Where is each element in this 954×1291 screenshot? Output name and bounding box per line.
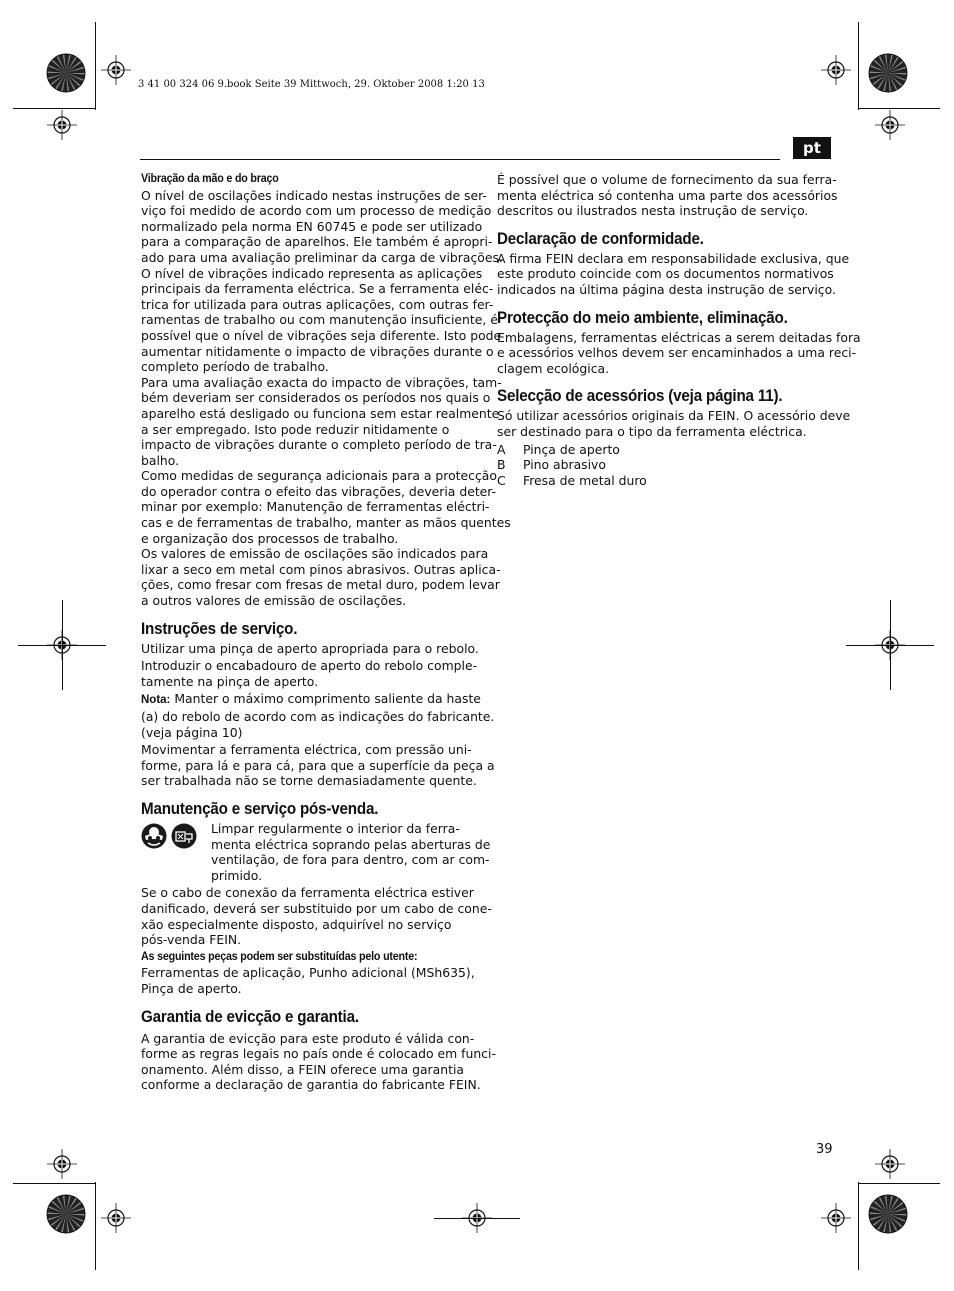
note-line: (a) do rebolo de acordo com as indicações do fabricante.: [141, 709, 495, 724]
vibration-line: O nível de vibrações indicado representa as aplicações: [141, 265, 483, 281]
eye-protection-icon: [141, 823, 167, 849]
trim-line: [858, 22, 859, 110]
vibration-line: bém deveriam ser considerados os períodos nos quais o: [141, 390, 491, 406]
environment-line: Embalagens, ferramentas eléctricas a serem deitadas fora: [497, 329, 861, 345]
vibration-body: [141, 187, 511, 609]
vibration-line: para a comparação de aparelhos. Ele também é apropri-: [141, 234, 493, 250]
environment-line: e acessórios velhos devem ser encaminhados a uma reci-: [497, 345, 857, 361]
accessories-line: Só utilizar acessórios originais da FEIN. O acessório deve: [497, 408, 851, 424]
maintenance-line: Ferramentas de aplicação, Punho adicional (MSh635),: [141, 965, 475, 981]
registration-mark-icon: [875, 1149, 905, 1179]
registration-mark-icon: [101, 55, 131, 85]
starburst-target-icon: [46, 1194, 86, 1234]
starburst-target-icon: [868, 1194, 908, 1234]
vibration-line: e organização dos processos de trabalho.: [141, 530, 399, 546]
vibration-line: minar por exemplo: Manutenção de ferramentas eléctri-: [141, 499, 490, 515]
accessory-text: Pino abrasivo: [523, 457, 606, 473]
language-tag: pt: [793, 137, 831, 159]
intro-line: menta eléctrica só contenha uma parte dos acessórios: [497, 187, 838, 203]
trim-line: [13, 1183, 95, 1184]
maintenance-icons: [141, 821, 211, 849]
vibration-line: normalizado pela norma EN 60745 e pode ser utilizado: [141, 218, 483, 234]
instructions-paragraph: Utilizar uma pinça de aperto apropriada para o rebolo.: [141, 640, 479, 656]
trim-line: [846, 645, 934, 646]
warranty-line: A garantia de evicção para este produto é válida con-: [141, 1030, 475, 1046]
maintenance-line: menta eléctrica soprando pelas aberturas de: [211, 836, 491, 852]
trim-line: [858, 1183, 940, 1184]
accessory-key: B: [497, 457, 506, 473]
note-text: Manter o máximo comprimento saliente da haste: [170, 691, 481, 707]
vibration-line: Os valores de emissão de oscilações são indicados para: [141, 546, 489, 562]
registration-mark-icon: [47, 1149, 77, 1179]
trim-line: [434, 1218, 520, 1219]
vibration-line: impacto de vibrações durante o completo período de tra-: [141, 437, 497, 453]
maintenance-line: pós-venda FEIN.: [141, 932, 242, 948]
maintenance-icon-row: [141, 820, 491, 883]
maintenance-icon-text: [211, 821, 490, 883]
maintenance-line: primido.: [211, 867, 263, 883]
vibration-line: ramentas de trabalho ou com manutenção insuficiente, é: [141, 312, 498, 328]
vibration-line: ado para uma avaliação preliminar da carga de vibrações.: [141, 249, 503, 265]
maintenance-line: Pinça de aperto.: [141, 980, 242, 996]
vibration-line: balho.: [141, 452, 180, 468]
header-rule: [140, 159, 780, 160]
vibration-line: completo período de trabalho.: [141, 359, 329, 375]
instructions-line: tamente na pinça de aperto.: [141, 673, 319, 689]
vibration-line: aparelho está desligado ou funciona sem estar realmente: [141, 405, 500, 421]
instructions-line: ser trabalhada não se torne demasiadamente quente.: [141, 773, 477, 789]
power-tool-air-blow-icon: [171, 823, 197, 849]
vibration-line: lixar a seco em metal com pinos abrasivos. Outras aplica-: [141, 561, 501, 577]
declaration-line: indicados na última página desta instrução de serviço.: [497, 281, 836, 297]
note-label: Nota:: [141, 694, 171, 707]
vibration-line: do operador contra o efeito das vibrações, deveria deter-: [141, 483, 497, 499]
registration-mark-icon: [821, 1203, 851, 1233]
page-number: 39: [816, 1142, 833, 1157]
registration-mark-icon: [47, 110, 77, 140]
maintenance-heading: Manutenção e serviço pós-venda.: [141, 799, 379, 818]
vibration-line: trica for utilizada para outras aplicações, com outras fer-: [141, 296, 494, 312]
trim-line: [18, 645, 106, 646]
intro-line: É possível que o volume de fornecimento da sua ferra-: [497, 172, 837, 187]
warranty-line: conforme a declaração de garantia do fabricante FEIN.: [141, 1077, 481, 1093]
warranty-line: onamento. Além disso, a FEIN oferece uma garantia: [141, 1061, 464, 1077]
registration-mark-icon: [821, 55, 851, 85]
declaration-line: este produto coincide com os documentos normativos: [497, 266, 834, 282]
left-column: [141, 172, 511, 1093]
maintenance-line: Limpar regularmente o interior da ferra-: [211, 820, 460, 836]
accessory-key: C: [497, 472, 506, 488]
registration-mark-icon: [875, 110, 905, 140]
vibration-line: O nível de oscilações indicado nestas instruções de ser-: [141, 187, 487, 203]
vibration-line: cas e de ferramentas de trabalho, manter as mãos quentes: [141, 515, 511, 531]
environment-heading: Protecção do meio ambiente, eliminação.: [497, 308, 788, 327]
declaration-line: A firma FEIN declara em responsabilidade exclusiva, que: [497, 250, 850, 266]
accessory-item: [497, 473, 839, 489]
instructions-line: forme, para lá e para cá, para que a superfície da peça a: [141, 757, 495, 773]
instructions-line: Introduzir o encabadouro de aperto do rebolo comple-: [141, 658, 478, 674]
vibration-line: possível que o nível de vibrações seja diferente. Isto pode: [141, 327, 502, 343]
note-line: [141, 691, 481, 709]
instructions-heading: Instruções de serviço.: [141, 619, 298, 638]
vibration-line: aumentar nitidamente o impacto de vibrações durante o: [141, 343, 494, 359]
accessories-heading: Selecção de acessórios (veja página 11).: [497, 387, 783, 406]
replaceable-parts-subheading: As seguintes peças podem ser substituídas pelo utente:: [141, 950, 418, 963]
trim-line: [13, 108, 95, 109]
instructions-line: Movimentar a ferramenta eléctrica, com pressão uni-: [141, 742, 472, 758]
vibration-line: viço foi medido de acordo com um processo de medição: [141, 203, 492, 219]
environment-line: clagem ecológica.: [497, 360, 610, 376]
accessory-key: A: [497, 441, 506, 457]
accessory-text: Pinça de aperto: [523, 441, 620, 457]
accessory-text: Fresa de metal duro: [523, 472, 647, 488]
vibration-subheading: Vibração da mão e do braço: [141, 173, 279, 185]
accessory-item: [497, 457, 839, 473]
accessories-line: ser destinado para o tipo da ferramenta eléctrica.: [497, 423, 807, 439]
maintenance-line: danificado, deverá ser substituido por um cabo de cone-: [141, 900, 492, 916]
note-line: (veja página 10): [141, 724, 243, 740]
trim-line: [95, 1182, 96, 1270]
warranty-line: forme as regras legais no país onde é colocado em funci-: [141, 1046, 496, 1062]
starburst-target-icon: [46, 53, 86, 93]
trim-line: [858, 108, 940, 109]
intro-line: descritos ou ilustrados nesta instrução de serviço.: [497, 203, 809, 219]
maintenance-line: Se o cabo de conexão da ferramenta eléctrica estiver: [141, 885, 474, 901]
vibration-line: a ser empregado. Isto pode reduzir nitidamente o: [141, 421, 450, 437]
vibration-line: Para uma avaliação exacta do impacto de vibrações, tam-: [141, 374, 502, 390]
vibration-line: principais da ferramenta eléctrica. Se a ferramenta eléc-: [141, 281, 494, 297]
warranty-heading: Garantia de evicção e garantia.: [141, 1007, 359, 1026]
maintenance-line: ventilação, de fora para dentro, com ar com-: [211, 852, 490, 868]
vibration-line: Como medidas de segurança adicionais para a protecção: [141, 468, 497, 484]
vibration-line: a outros valores de emissão de oscilações.: [141, 593, 407, 609]
print-info: 3 41 00 324 06 9.book Seite 39 Mittwoch, 29. Oktober 2008 1:20 13: [138, 79, 485, 90]
accessory-item: [497, 442, 839, 458]
declaration-heading: Declaração de conformidade.: [497, 229, 704, 248]
trim-line: [95, 22, 96, 110]
right-column: [497, 172, 861, 488]
trim-line: [858, 1182, 859, 1270]
registration-mark-icon: [101, 1203, 131, 1233]
maintenance-line: xão especialmente disposto, adquirível no serviço: [141, 916, 452, 932]
starburst-target-icon: [868, 53, 908, 93]
vibration-line: ções, como fresar com fresas de metal duro, podem levar: [141, 577, 500, 593]
